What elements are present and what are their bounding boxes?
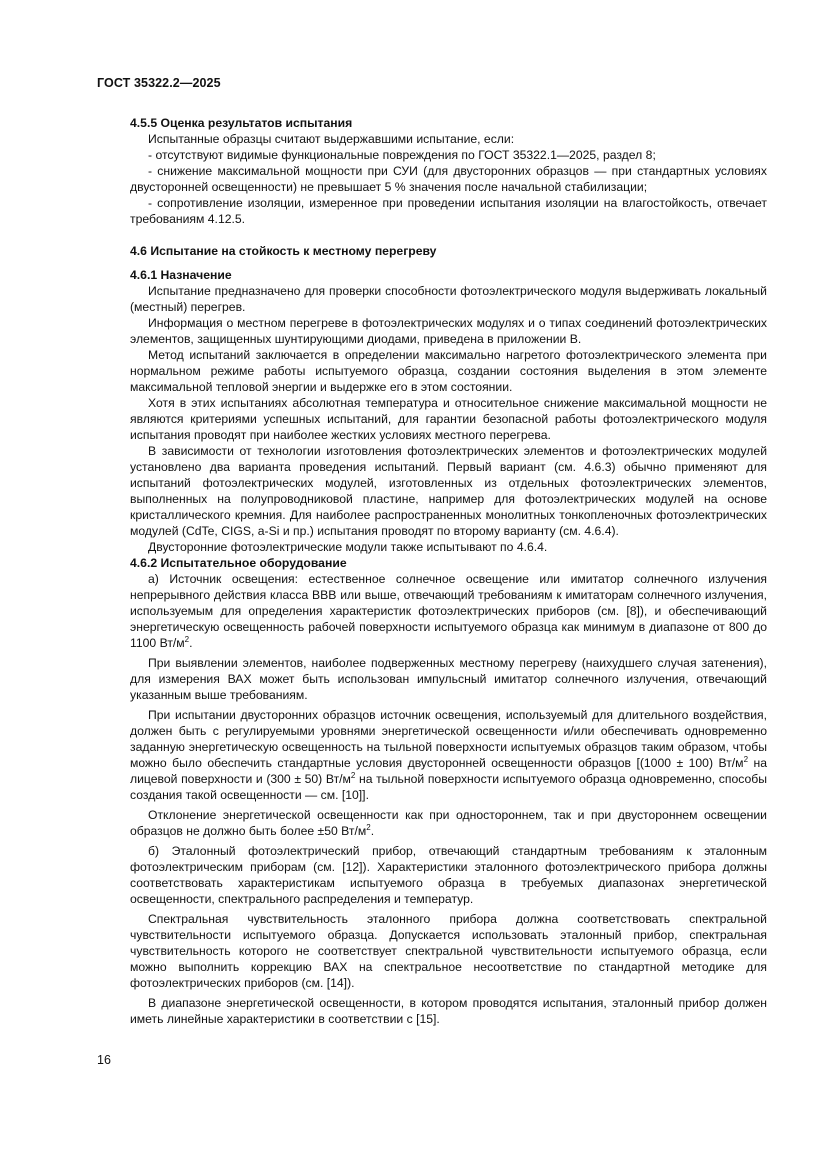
text-run: . xyxy=(189,636,193,650)
superscript: 2 xyxy=(184,634,190,644)
document-body xyxy=(130,115,767,1027)
text-run: на лицевой поверхности и (300 ± 50) Вт/м xyxy=(130,756,767,786)
paragraph: В диапазоне энергетической освещенности, в котором проводятся испытания, эталонный прибор должен иметь линейные характеристики в соответствии с [15]. xyxy=(130,996,767,1026)
paragraph: Метод испытаний заключается в определении максимально нагретого фотоэлектрического элемента при нормальном режиме работы испытуемого образца, создании состояния выделения в этом элементе максимальной тепловой энергии и выдержке его в этом состоянии. xyxy=(130,348,767,394)
paragraph: б) Эталонный фотоэлектрический прибор, отвечающий стандартным требованиям к эталонным фотоэлектрическим приборам (см. [12]). Характеристики эталонного фотоэлектрического прибора должны соответствовать характеристикам испытуемого образца в требуемых диапазонах энергетической освещенности, спектрального распределения и температур. xyxy=(130,844,767,906)
superscript: 2 xyxy=(350,770,356,780)
section-heading-4-5-5: 4.5.5 Оценка результатов испытания xyxy=(130,116,353,130)
paragraph: В зависимости от технологии изготовления фотоэлектрических элементов и фотоэлектрических модулей установлено два варианта проведения испытаний. Первый вариант (см. 4.6.3) обычно применяют для испытаний фотоэлектрических модулей, изготовленных из отдельных фотоэлектрических элементов, выполненных на полупроводниковой пластине, например для фотоэлектрических модулей на основе кристаллического кремния. Для наиболее распространенных монолитных тонкопленочных фотоэлектрических модулей (CdTe, CIGS, a-Si и пр.) испытания проводят по второму варианту (см. 4.6.4). xyxy=(130,444,767,538)
list-item: - отсутствуют видимые функциональные повреждения по ГОСТ 35322.1—2025, раздел 8; xyxy=(148,148,656,162)
section-heading-4-6: 4.6 Испытание на стойкость к местному перегреву xyxy=(130,244,437,258)
text-run: . xyxy=(370,824,375,838)
paragraph: Испытанные образцы считают выдержавшими испытание, если: xyxy=(148,132,515,146)
paragraph: Информация о местном перегреве в фотоэлектрических модулях и о типах соединений фотоэлектрических элементов, защищенных шунтирующими диодами, приведена в приложении В. xyxy=(130,316,767,346)
text-run: Отклонение энергетической освещенности как при одностороннем, так и при двустороннем освещении образцов не должно быть более ±50 Вт/м xyxy=(130,808,767,838)
text-run: на тыльной поверхности испытуемого образца одновременно, способы создания такой освещенности — см. [10]]. xyxy=(130,772,767,802)
paragraph: Спектральная чувствительность эталонного прибора должна соответствовать спектральной чувствительности испытуемого образца. Допускается использовать эталонный прибор, спектральная чувствительность которого не соответствует спектральной чувствительности испытуемого образца, если можно выполнить коррекцию ВАХ на спектральное несоответствие по стандартной методике для фотоэлектрических приборов (см. [14]). xyxy=(130,912,767,990)
section-heading-4-6-2: 4.6.2 Испытательное оборудование xyxy=(130,556,347,570)
paragraph: Двусторонние фотоэлектрические модули также испытывают по 4.6.4. xyxy=(148,540,548,554)
paragraph: Испытание предназначено для проверки способности фотоэлектрического модуля выдерживать локальный (местный) перегрев. xyxy=(130,284,767,314)
document-header: ГОСТ 35322.2—2025 xyxy=(97,76,221,90)
list-item: - сопротивление изоляции, измеренное при проведении испытания изоляции на влагостойкость, отвечает требованиям 4.12.5. xyxy=(130,196,767,226)
text-run: При испытании двусторонних образцов источник освещения, используемый для длительного воздействия, должен быть с регулируемыми уровнями энергетической освещенности и/или обеспечивать одновременно заданную энергетическую освещенность на тыльной поверхности испытуемых образцов таким образом, чтобы можно было обеспечить стандартные условия двусторонней освещенности образцов [(1000 ± 100) Вт/м xyxy=(130,708,767,770)
superscript: 2 xyxy=(366,822,371,832)
paragraph: При выявлении элементов, наиболее подверженных местному перегреву (наихудшего случая затенения), для измерения ВАХ может быть использован импульсный имитатор солнечного излучения, отвечающий указанным выше требованиям. xyxy=(130,656,767,702)
list-item: - снижение максимальной мощности при СУИ (для двусторонних образцов — при стандартных условиях двусторонней освещенности) не превышает 5 % значения после начальной стабилизации; xyxy=(130,164,767,194)
paragraph xyxy=(130,807,767,839)
paragraph: Хотя в этих испытаниях абсолютная температура и относительное снижение максимальной мощности не являются критериями успешных испытаний, для гарантии безопасной работы фотоэлектрического модуля испытания проводят при наиболее жестких условиях местного перегрева. xyxy=(130,396,767,442)
section-heading-4-6-1: 4.6.1 Назначение xyxy=(130,268,232,282)
paragraph xyxy=(130,707,767,803)
page-number: 16 xyxy=(97,1053,111,1067)
superscript: 2 xyxy=(743,754,749,764)
text-run: а) Источник освещения: естественное солнечное освещение или имитатор солнечного излучения непрерывного действия класса BBB или выше, отвечающий требованиям к имитаторам солнечного излучения, используемым для определения характеристик фотоэлектрических приборов (см. [8]), и обеспечивающий энергетическую освещенность рабочей поверхности испытуемого образца как минимум в диапазоне от 800 до 1100 Вт/м xyxy=(130,572,767,650)
paragraph xyxy=(130,571,767,651)
